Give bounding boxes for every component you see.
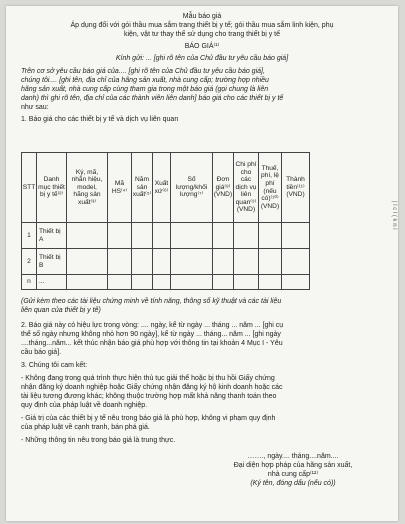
commitment-2-line-2: của pháp luật về cạnh tranh, bán phá giá. (21, 424, 150, 431)
commitment-1-line-3: tài liệu tương đương khác; không thuộc trường hợp mất khả năng thanh toán theo (21, 393, 277, 400)
col-unit-price: Đơn giá⁽⁸⁾ (VND) (213, 153, 234, 223)
intro-line-4: danh) thì ghi rõ tên, địa chỉ của các thành viên liên danh] báo giá cho các thiết bị y tế (21, 95, 284, 102)
table-row (22, 223, 310, 249)
section-2-line-1: 2. Báo giá này có hiệu lực trong vòng: .... ngày, kể từ ngày ... tháng ... năm ... [ghi cụ (21, 322, 284, 329)
document-page (6, 6, 398, 521)
intro-line-1: Trên cơ sở yêu cầu báo giá của.... [ghi rõ tên của Chủ đầu tư yêu cầu báo giá], (21, 68, 265, 75)
table-note-line-1: (Gửi kèm theo các tài liệu chứng minh về tính năng, thông số kỹ thuật và các tài liệu (21, 298, 282, 305)
intro-line-5: như sau: (21, 104, 49, 111)
row-item-name: ... (37, 275, 67, 290)
form-title: Mẫu báo giá (182, 13, 222, 20)
section-2-line-2: thể số ngày nhưng không nhỏ hơn 90 ngày], kể từ ngày ... tháng... năm ... [ghi ngày (21, 331, 281, 338)
commitment-1-line-2: nhận đăng ký doanh nghiệp hoặc Giấy chứng nhận đăng ký hộ kinh doanh hoặc các (21, 384, 283, 391)
col-origin: Xuất xứ⁽⁶⁾ (153, 153, 171, 223)
table-note-line-2: liên quan của thiết bị y tế) (21, 307, 101, 314)
row-stt: n (22, 275, 37, 290)
intro-line-3: hãng sản xuất, nhà cung cấp cùng tham gia trong một báo giá (gọi chung là liên (21, 86, 269, 93)
table-row (22, 275, 310, 290)
apply-line-2: kiện, vật tư thay thế sử dụng cho trang thiết bị y tế (123, 31, 281, 38)
col-total: Thành tiền⁽¹¹⁾ (VND) (282, 153, 310, 223)
section-2-line-3: ....tháng...năm... kết thúc nhận báo giá phù hợp với thông tin tại khoản 4 Mục I - Yêu (21, 340, 283, 347)
commitment-1-line-4: quy định của pháp luật về doanh nghiệp. (21, 402, 148, 409)
commitment-2-line-1: - Giá trị của các thiết bị y tế nêu trong báo giá là phù hợp, không vi phạm quy định (21, 415, 276, 422)
apply-line-1: Áp dụng đối với gói thầu mua sắm trang thiết bị y tế; gói thầu mua sắm linh kiện, phụ (70, 22, 334, 29)
col-model: Ký, mã, nhãn hiệu, model, hãng sản xuất⁽³⁾ (67, 153, 108, 223)
row-item-name: Thiết bị B (37, 249, 67, 275)
addressee: Kính gửi: ... [ghi rõ tên của Chủ đầu tư yêu cầu báo giá] (115, 55, 289, 62)
commitment-1-line-1: - Không đang trong quá trình thực hiện thủ tục giải thể hoặc bị thu hồi Giấy chứng (21, 375, 275, 382)
margin-scan-marks: | l c l ( k n l (391, 201, 397, 230)
table-header-row (22, 153, 310, 223)
col-stt: STT (22, 153, 37, 223)
section-1-heading: 1. Báo giá cho các thiết bị y tế và dịch vụ liên quan (21, 116, 179, 123)
table-row (22, 249, 310, 275)
col-year: Năm sản xuất⁽⁵⁾ (132, 153, 153, 223)
row-stt: 2 (22, 249, 37, 275)
signature-representative-1: Đại diện hợp pháp của hãng sản xuất, (233, 462, 353, 469)
signature-date: ……., ngày.... tháng....năm.... (247, 453, 339, 460)
section-2-line-4: cầu báo giá]. (21, 349, 62, 356)
col-name: Danh mục thiết bị y tế⁽²⁾ (37, 153, 67, 223)
col-service-cost: Chi phí cho các dịch vụ liên quan⁽⁹⁾ (VND) (234, 153, 259, 223)
col-hs: Mã HS⁽⁴⁾ (108, 153, 132, 223)
row-item-name: Thiết bị A (37, 223, 67, 249)
col-quantity: Số lượng/khối lượng⁽⁷⁾ (171, 153, 213, 223)
intro-line-2: chúng tôi.... [ghi tên, địa chỉ của hãng sản xuất, nhà cung cấp; trường hợp nhiều (21, 77, 269, 84)
col-tax: Thuế, phí, lệ phí (nếu có)⁽¹⁰⁾ (VND) (259, 153, 282, 223)
commitment-3: - Những thông tin nêu trong báo giá là trung thực. (21, 437, 176, 444)
signature-representative-2: nhà cung cấp⁽¹²⁾ (267, 471, 319, 478)
section-3-heading: 3. Chúng tôi cam kết: (21, 362, 88, 369)
document-title: BÁO GIÁ⁽¹⁾ (184, 43, 220, 50)
row-stt: 1 (22, 223, 37, 249)
quote-table (21, 152, 310, 290)
signature-sign-note: (Ký tên, đóng dấu (nếu có)) (250, 480, 336, 487)
